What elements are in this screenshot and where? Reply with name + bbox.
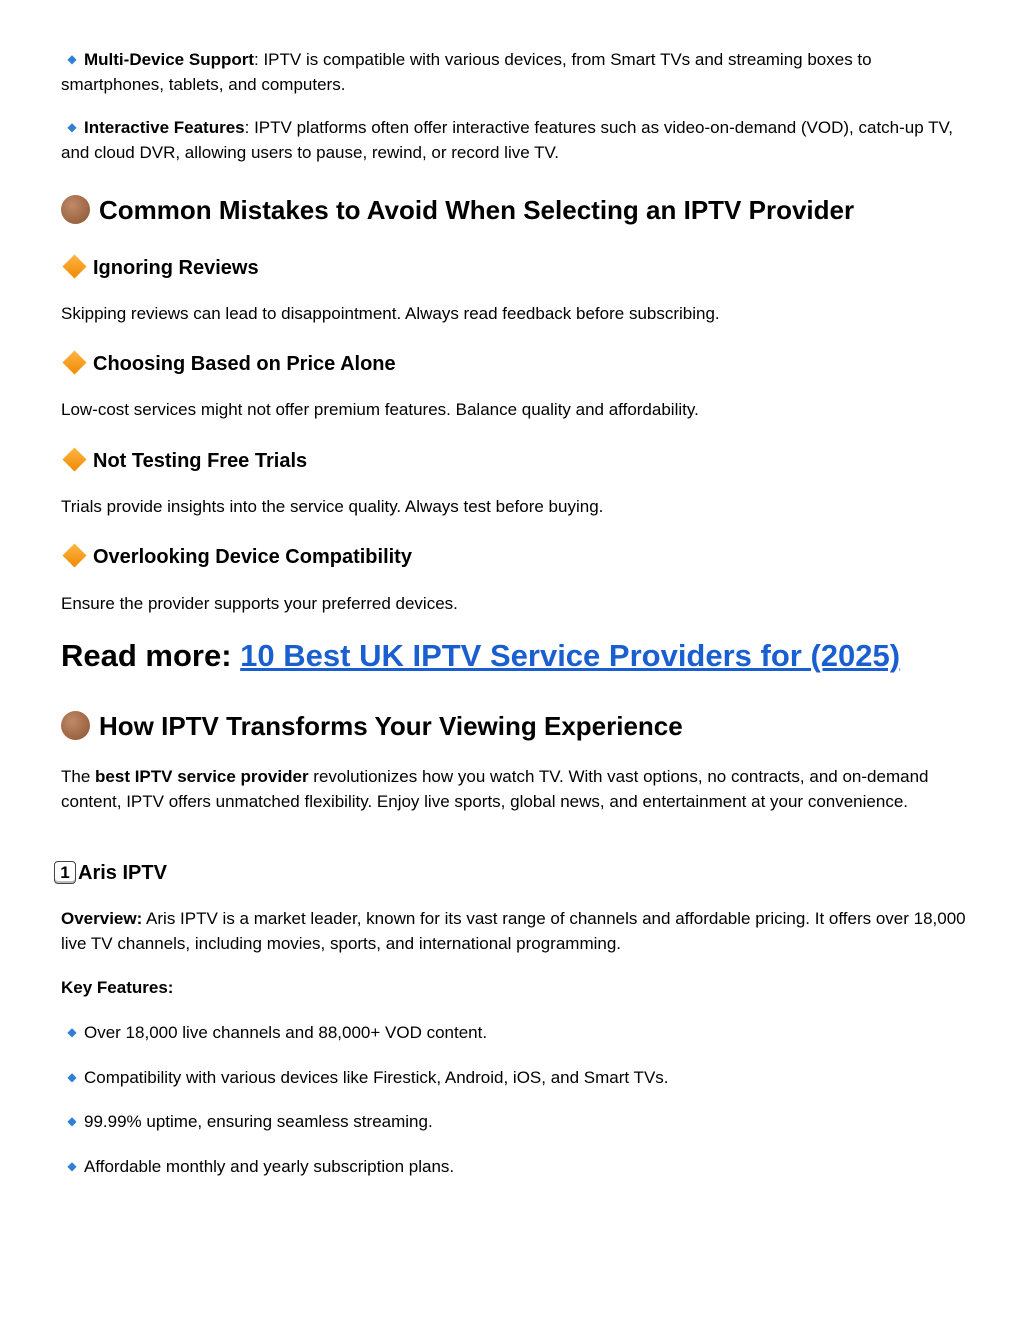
orange-diamond-icon	[62, 350, 86, 374]
list-item: ◆ Over 18,000 live channels and 88,000+ VOD content.	[61, 1020, 971, 1046]
list-item: ◆ Affordable monthly and yearly subscription plans.	[61, 1154, 971, 1180]
mistake-title: Overlooking Device Compatibility	[61, 544, 971, 570]
mistake-text: Low-cost services might not offer premium features. Balance quality and affordability.	[61, 400, 699, 419]
mistakes-heading: Common Mistakes to Avoid When Selecting an IPTV Provider	[61, 194, 971, 226]
blue-diamond-icon: ◆	[67, 1025, 77, 1039]
read-more-link[interactable]: 10 Best UK IPTV Service Providers for (2025)	[240, 638, 901, 673]
aris-overview: Overview: Aris IPTV is a market leader, known for its vast range of channels and affordable pricing. It offers over 18,000 live TV channels, including movies, sports, and international programming.	[61, 909, 966, 953]
mistake-text: Ensure the provider supports your preferred devices.	[61, 594, 458, 613]
feature-interactive: ◆ Interactive Features: IPTV platforms often offer interactive features such as video-on-demand (VOD), catch-up TV, and cloud DVR, allowing users to pause, rewind, or record live TV.	[61, 115, 971, 165]
keycap-one-icon: 1	[54, 861, 76, 884]
aris-heading: 1 Aris IPTV	[54, 860, 964, 886]
mistake-text: Trials provide insights into the service quality. Always test before buying.	[61, 497, 604, 516]
orange-diamond-icon	[62, 543, 86, 567]
orange-diamond-icon	[62, 254, 86, 278]
key-features-label: Key Features:	[61, 978, 174, 997]
transform-heading: How IPTV Transforms Your Viewing Experience	[61, 710, 971, 742]
blue-diamond-icon: ◆	[67, 1159, 77, 1173]
mistake-text: Skipping reviews can lead to disappointment. Always read feedback before subscribing.	[61, 304, 720, 323]
transform-intro: The best IPTV service provider revolutionizes how you watch TV. With vast options, no contracts, and on-demand content, IPTV offers unmatched flexibility. Enjoy live sports, global news, and entertainment at your convenience.	[61, 767, 929, 811]
orange-diamond-icon	[62, 447, 86, 471]
list-item: ◆ Compatibility with various devices like Firestick, Android, iOS, and Smart TVs.	[61, 1065, 971, 1091]
blue-diamond-icon: ◆	[67, 1070, 77, 1084]
blue-diamond-icon: ◆	[67, 120, 77, 134]
brown-circle-icon	[61, 711, 90, 740]
blue-diamond-icon: ◆	[67, 1114, 77, 1128]
mistake-title: Not Testing Free Trials	[61, 448, 971, 474]
brown-circle-icon	[61, 195, 90, 224]
mistake-title: Ignoring Reviews	[61, 255, 971, 281]
read-more	[61, 637, 971, 675]
blue-diamond-icon: ◆	[67, 52, 77, 66]
read-more-label: Read more:	[61, 638, 232, 673]
feature-multi-device: ◆ Multi-Device Support: IPTV is compatible with various devices, from Smart TVs and streaming boxes to smartphones, tablets, and computers.	[61, 47, 971, 97]
list-item: ◆ 99.99% uptime, ensuring seamless streaming.	[61, 1109, 971, 1135]
mistake-title: Choosing Based on Price Alone	[61, 351, 971, 377]
